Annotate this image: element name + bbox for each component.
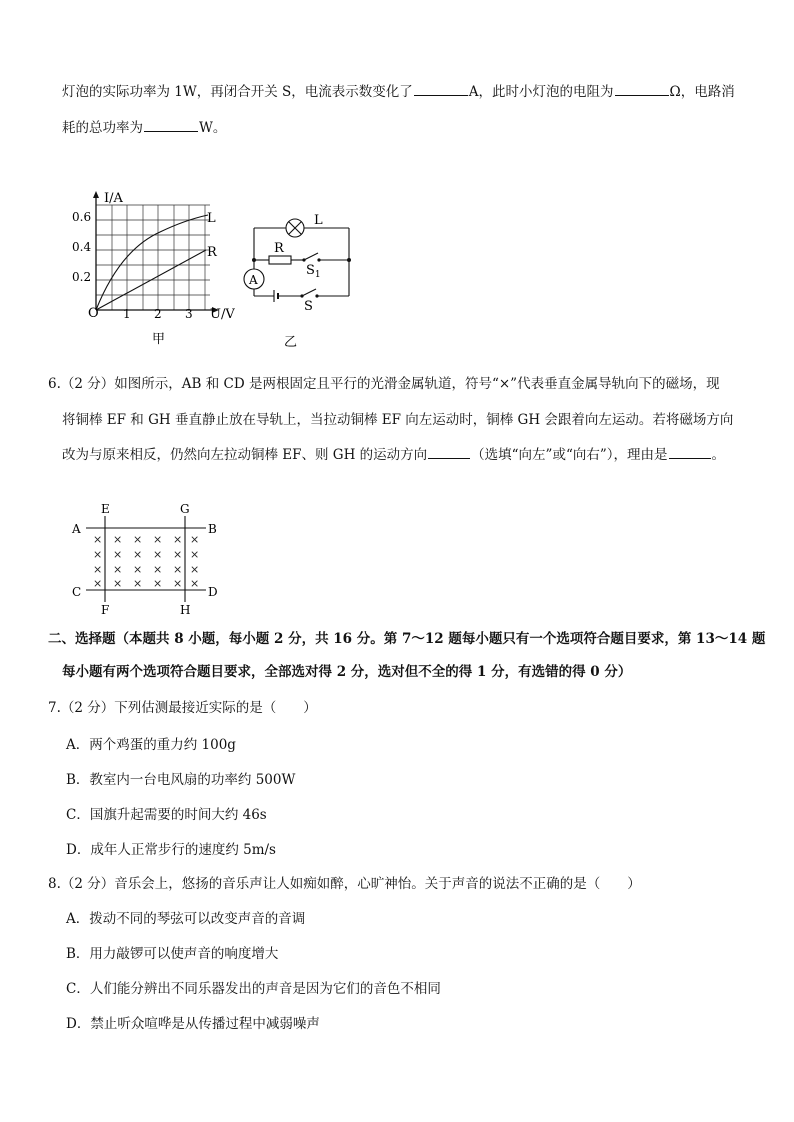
svg-text:×: ×: [93, 577, 103, 590]
rails-field-figure: [66, 500, 226, 620]
answer-blank-total-power[interactable]: [144, 118, 198, 133]
section-2-heading-line-2: 每小题有两个选项符合题目要求，全部选对得 2 分，选对但不全的得 1 分，有选错的得 0 分）: [62, 664, 632, 680]
answer-blank-reason[interactable]: [669, 445, 711, 460]
svg-text:×: ×: [113, 563, 123, 576]
svg-text:×: ×: [113, 548, 123, 561]
y-tick-0.2: 0.2: [72, 270, 92, 284]
svg-text:×: ×: [93, 563, 103, 576]
label-C: C: [72, 585, 82, 599]
q8-stem: 8.（2 分）音乐会上，悠扬的音乐声让人如痴如醉，心旷神怡。关于声音的说法不正确的是（ ）: [48, 876, 641, 892]
q7-option-c[interactable]: C．国旗升起需要的时间大约 46s: [66, 807, 267, 823]
q7-option-d[interactable]: D．成年人正常步行的速度约 5m/s: [66, 842, 276, 858]
svg-text:×: ×: [133, 563, 143, 576]
q6-stem-line-3: 改为与原来相反，仍然向左拉动铜棒 EF、则 GH 的运动方向 （选填“向左”或“向右”），理由是 。: [62, 443, 725, 463]
label-E: E: [101, 502, 110, 516]
switch-s1-blade: [304, 253, 318, 260]
origin-label: O: [88, 306, 99, 321]
switch-s1-label: $S_1$: [306, 263, 321, 280]
q8-option-d[interactable]: D．禁止听众喧哗是从传播过程中减弱噪声: [66, 1016, 320, 1032]
q7-stem: 7.（2 分）下列估测最接近实际的是（ ）: [48, 700, 317, 716]
x-tick-3: 3: [185, 307, 193, 321]
line-R-label: R: [207, 245, 217, 260]
svg-text:×: ×: [113, 577, 123, 590]
svg-text:×: ×: [133, 533, 143, 546]
svg-text:×: ×: [190, 533, 200, 546]
svg-text:×: ×: [133, 548, 143, 561]
svg-text:×: ×: [153, 563, 163, 576]
q5-text-line-2: 耗的总功率为 W。: [62, 116, 226, 136]
resistor-label: R: [274, 241, 284, 256]
curve-L-label: L: [207, 211, 216, 226]
svg-text:×: ×: [153, 548, 163, 561]
x-axis-label: U/V: [210, 307, 235, 322]
svg-text:×: ×: [173, 533, 183, 546]
y-axis-label: I/A: [104, 191, 123, 206]
svg-text:×: ×: [173, 577, 183, 590]
label-G: G: [180, 502, 190, 516]
circuit-figure: [236, 210, 358, 350]
q8-option-a[interactable]: A．拨动不同的琴弦可以改变声音的音调: [66, 911, 306, 927]
iu-graph-figure: [70, 190, 245, 350]
y-tick-0.6: 0.6: [72, 210, 92, 224]
label-H: H: [180, 603, 191, 617]
y-tick-0.4: 0.4: [72, 240, 92, 254]
label-F: F: [101, 603, 110, 617]
q8-option-c[interactable]: C．人们能分辨出不同乐器发出的声音是因为它们的音色不相同: [66, 981, 441, 997]
svg-text:×: ×: [173, 563, 183, 576]
svg-text:×: ×: [190, 563, 200, 576]
svg-text:×: ×: [133, 577, 143, 590]
label-B: B: [208, 522, 217, 536]
svg-text:×: ×: [113, 533, 123, 546]
answer-blank-gh-direction[interactable]: [428, 445, 470, 460]
q5-text-line-1: 灯泡的实际功率为 1W，再闭合开关 S，电流表示数变化了 A，此时小灯泡的电阻为 Ω，电路消: [62, 80, 735, 100]
svg-text:×: ×: [93, 548, 103, 561]
lamp-label: L: [314, 213, 323, 228]
ammeter-label: A: [249, 273, 258, 287]
q7-option-b[interactable]: B．教室内一台电风扇的功率约 500W: [66, 772, 296, 788]
section-2-heading-line-1: 二、选择题（本题共 8 小题，每小题 2 分，共 16 分。第 7～12 题每小题只有一个选项符合题目要求，第 13～14 题: [48, 631, 766, 647]
x-tick-1: 1: [123, 307, 131, 321]
svg-text:×: ×: [190, 548, 200, 561]
figure-caption-jia: 甲: [152, 332, 166, 347]
q6-stem-line-1: 6.（2 分）如图所示，AB 和 CD 是两根固定且平行的光滑金属轨道，符号“×”代表垂直金属导轨向下的磁场，现: [48, 376, 720, 392]
answer-blank-current-change[interactable]: [414, 82, 468, 97]
switch-s-label: S: [304, 299, 313, 314]
x-tick-2: 2: [154, 307, 162, 321]
figure-caption-yi: 乙: [284, 335, 298, 350]
q6-stem-line-2: 将铜棒 EF 和 GH 垂直静止放在导轨上，当拉动铜棒 EF 向左运动时，铜棒 GH 会跟着向左运动。若将磁场方向: [62, 412, 734, 428]
svg-text:×: ×: [153, 577, 163, 590]
q7-option-a[interactable]: A．两个鸡蛋的重力约 100g: [66, 737, 236, 753]
resistor-symbol: [269, 256, 291, 264]
label-A: A: [72, 522, 81, 536]
lamp-curve-L: [96, 215, 208, 310]
magnetic-field-crosses: [93, 533, 199, 590]
svg-text:×: ×: [190, 577, 200, 590]
svg-text:×: ×: [153, 533, 163, 546]
svg-text:×: ×: [93, 533, 103, 546]
switch-s-blade: [302, 289, 316, 296]
q8-option-b[interactable]: B．用力敲锣可以使声音的响度增大: [66, 946, 279, 962]
svg-text:×: ×: [173, 548, 183, 561]
label-D: D: [208, 585, 218, 599]
y-axis-arrow: [93, 191, 99, 198]
answer-blank-resistance[interactable]: [615, 82, 669, 97]
